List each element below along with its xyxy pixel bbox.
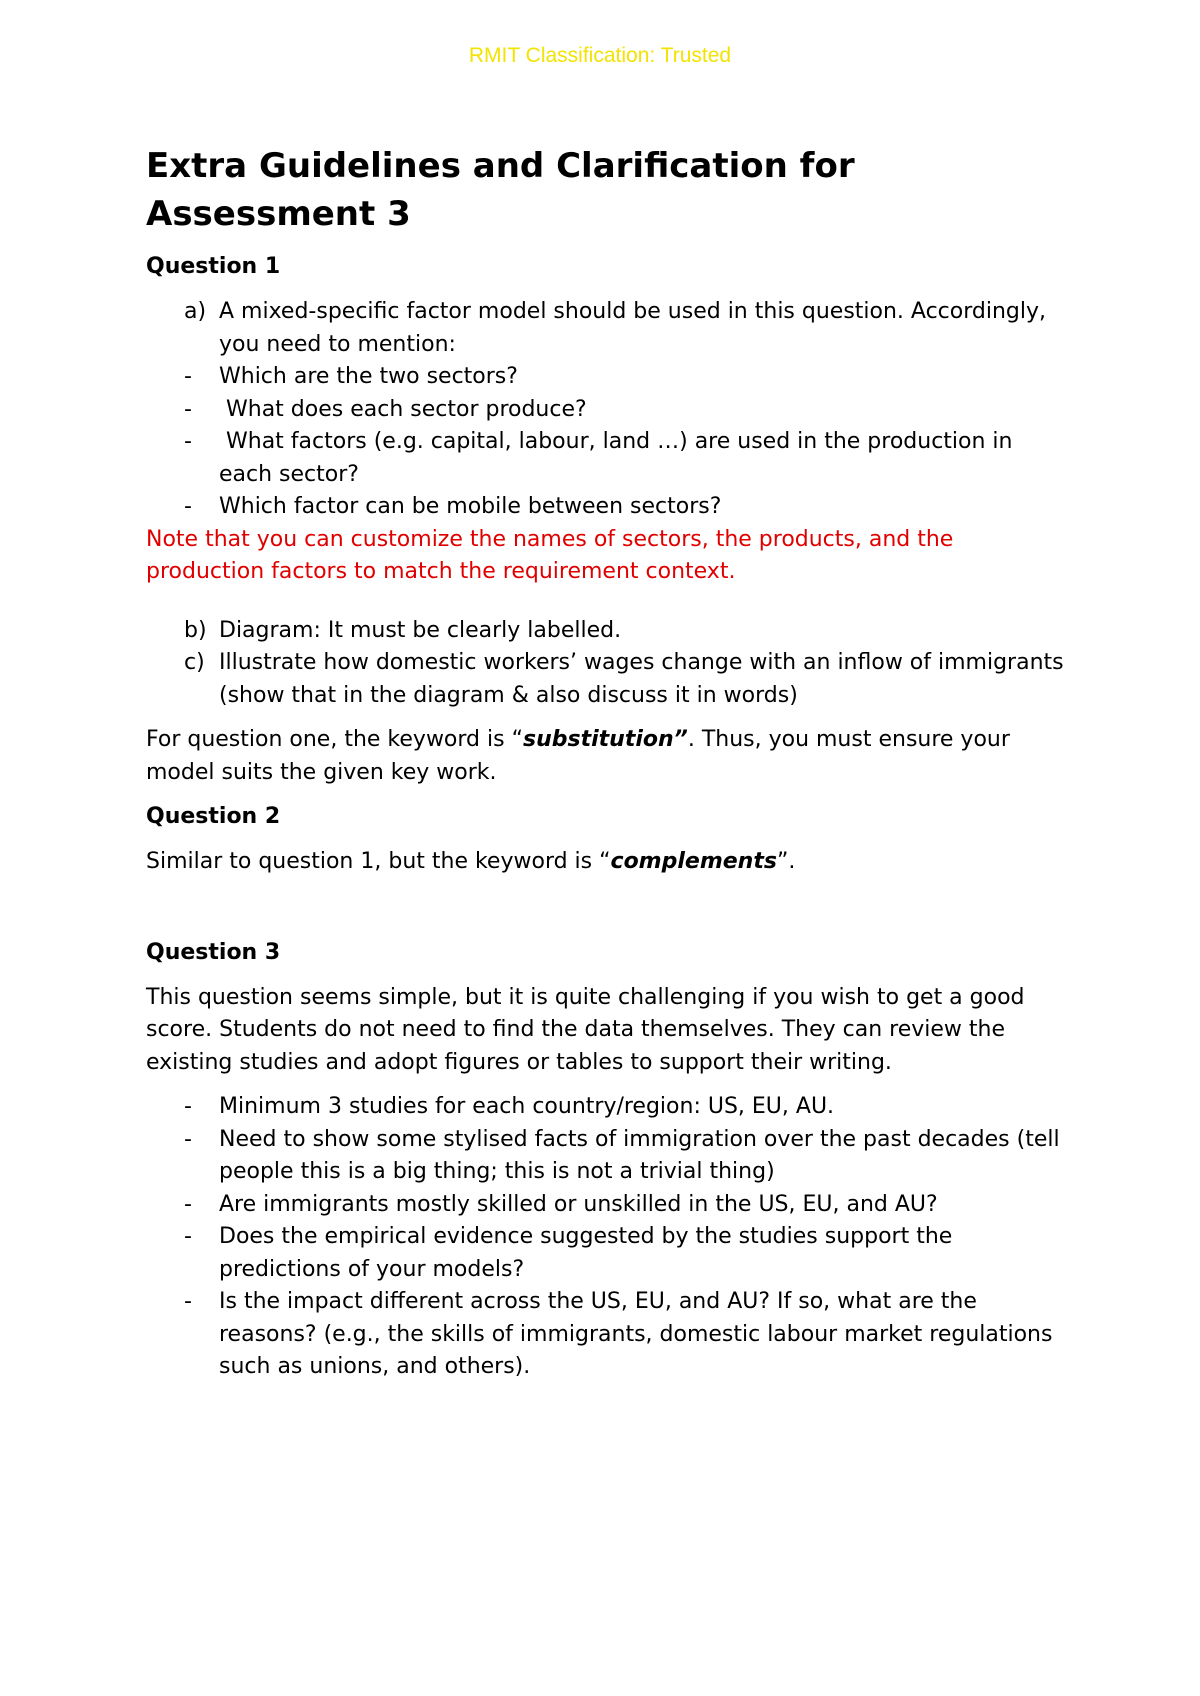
q1-part-a-list bbox=[146, 296, 1066, 361]
q1-part-b-text: Diagram: It must be clearly labelled. bbox=[219, 617, 622, 643]
dash-marker: - bbox=[184, 1289, 192, 1314]
document-title bbox=[146, 142, 1066, 238]
q2-text-post: ”. bbox=[776, 849, 796, 874]
title-line-1: Extra Guidelines and Clarification for bbox=[146, 146, 855, 186]
q1-keyword-pre: For question one, the keyword is “ bbox=[146, 727, 523, 752]
q1-part-a-marker: a) bbox=[184, 299, 207, 324]
list-item-text: Need to show some stylised facts of immigration over the past decades (tell people this is a big thing; this is not a trivial thing) bbox=[219, 1126, 1060, 1184]
q1-bullet-list bbox=[146, 361, 1066, 524]
list-item-text: Minimum 3 studies for each country/region: US, EU, AU. bbox=[219, 1094, 835, 1119]
dash-marker: - bbox=[184, 1094, 192, 1119]
question-1-heading: Question 1 bbox=[146, 254, 281, 279]
dash-marker: - bbox=[184, 364, 192, 389]
q2-text-pre: Similar to question 1, but the keyword is “ bbox=[146, 849, 611, 874]
dash-marker: - bbox=[184, 429, 192, 454]
q1-part-b bbox=[146, 615, 1066, 648]
list-item-text: Does the empirical evidence suggested by the studies support the predictions of your models? bbox=[219, 1224, 953, 1282]
q2-paragraph bbox=[146, 846, 1066, 879]
dash-marker: - bbox=[184, 1191, 192, 1217]
list-item bbox=[146, 1286, 1066, 1384]
list-item bbox=[146, 361, 1066, 394]
dash-marker: - bbox=[184, 1126, 192, 1152]
list-item bbox=[146, 1221, 1066, 1286]
q3-intro: This question seems simple, but it is quite challenging if you wish to get a good score. Students do not need to find the data themselves. They can review the existing studies and adopt figures or tables to support their writing. bbox=[146, 984, 1025, 1075]
q1-part-c bbox=[146, 647, 1066, 712]
q1-note: Note that you can customize the names of sectors, the products, and the production factors to match the requirement context. bbox=[146, 526, 954, 584]
list-item bbox=[146, 426, 1066, 491]
q1-keyword-post: . Thus, you must ensure your model suits the given key work. bbox=[146, 727, 1010, 785]
list-item bbox=[146, 1189, 1066, 1222]
title-line-2: Assessment 3 bbox=[146, 194, 411, 234]
list-item bbox=[146, 394, 1066, 427]
q1-part-a bbox=[146, 296, 1066, 361]
list-item-text: What does each sector produce? bbox=[219, 396, 587, 422]
list-item-text: Is the impact different across the US, EU, and AU? If so, what are the reasons? (e.g., the skills of immigrants, domestic labour market regulations such as unions, and others). bbox=[219, 1289, 1053, 1379]
q1-parts-bc-list bbox=[146, 615, 1066, 713]
classification-header: RMIT Classification: Trusted bbox=[468, 44, 732, 67]
q2-keyword: complements bbox=[610, 849, 777, 874]
question-2-heading: Question 2 bbox=[146, 804, 281, 829]
q1-part-a-text: A mixed-specific factor model should be used in this question. Accordingly, you need to mention: bbox=[219, 299, 1046, 357]
list-item-text: Are immigrants mostly skilled or unskilled in the US, EU, and AU? bbox=[219, 1191, 938, 1217]
q3-bullet-list bbox=[146, 1091, 1066, 1384]
q1-keyword-paragraph bbox=[146, 724, 1066, 789]
list-item-text: Which factor can be mobile between sectors? bbox=[219, 494, 722, 519]
q1-part-b-marker: b) bbox=[184, 617, 207, 643]
dash-marker: - bbox=[184, 494, 192, 519]
dash-marker: - bbox=[184, 396, 192, 422]
q1-part-c-text: Illustrate how domestic workers’ wages change with an inflow of immigrants (show that in the diagram & also discuss it in words) bbox=[219, 650, 1064, 708]
dash-marker: - bbox=[184, 1224, 192, 1249]
list-item bbox=[146, 491, 1066, 524]
list-item bbox=[146, 1124, 1066, 1189]
q1-part-c-marker: c) bbox=[184, 650, 205, 675]
list-item-text: What factors (e.g. capital, labour, land …) are used in the production in each sector? bbox=[219, 429, 1020, 487]
list-item bbox=[146, 1091, 1066, 1124]
q1-keyword: substitution” bbox=[522, 727, 688, 752]
document-body bbox=[146, 142, 1066, 1384]
question-3-heading: Question 3 bbox=[146, 939, 281, 965]
list-item-text: Which are the two sectors? bbox=[219, 364, 518, 389]
